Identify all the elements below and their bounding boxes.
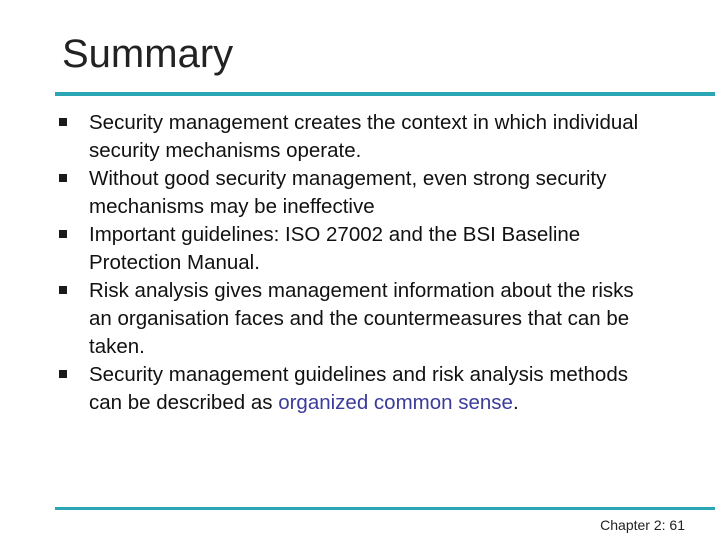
- bullet-text-after: .: [512, 391, 519, 414]
- square-bullet-icon: [59, 286, 67, 294]
- bullet-text: Without good security management, even strong security mechanisms may be ineffective: [89, 167, 607, 218]
- bullet-item: [58, 221, 658, 277]
- bullet-item: [58, 165, 658, 221]
- highlighted-phrase: organized common sense: [278, 391, 513, 414]
- square-bullet-icon: [59, 118, 67, 126]
- bullet-item: [58, 361, 658, 417]
- bullet-text: Security management creates the context in which individual security mechanisms operate.: [89, 111, 639, 162]
- bullet-text-before: Security management guidelines and risk analysis methods can be described as: [89, 363, 628, 414]
- slide-title: Summary: [62, 32, 234, 76]
- bullet-item: [58, 277, 658, 361]
- square-bullet-icon: [59, 230, 67, 238]
- footer-divider: [55, 507, 715, 510]
- title-divider: [55, 92, 715, 96]
- bullet-text: Risk analysis gives management information about the risks an organisation faces and the countermeasures that can be taken.: [89, 279, 634, 358]
- square-bullet-icon: [59, 174, 67, 182]
- page-number: Chapter 2: 61: [600, 517, 685, 533]
- bullet-text: Important guidelines: ISO 27002 and the BSI Baseline Protection Manual.: [89, 223, 581, 274]
- square-bullet-icon: [59, 370, 67, 378]
- bullet-list: [58, 109, 658, 417]
- bullet-item: [58, 109, 658, 165]
